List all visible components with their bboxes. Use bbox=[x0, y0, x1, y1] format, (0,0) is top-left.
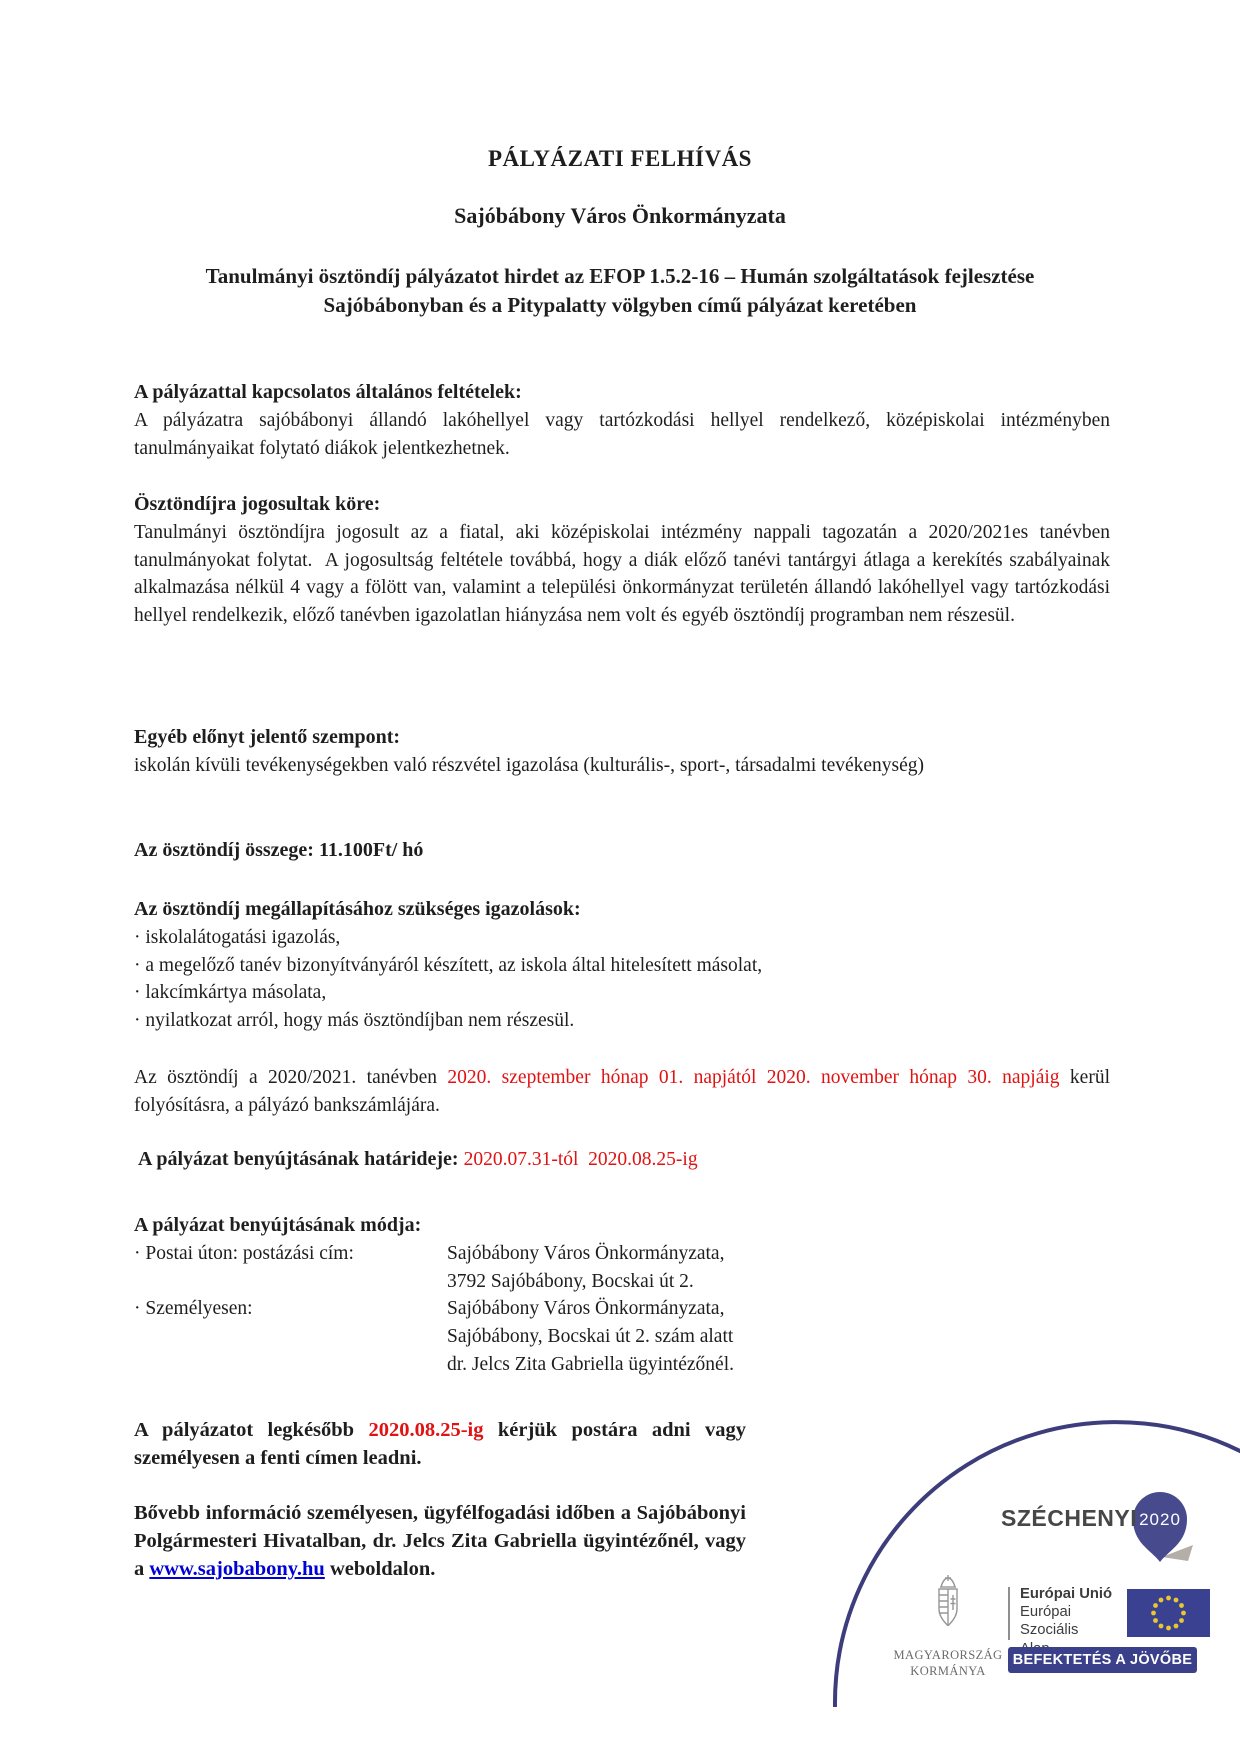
row-label bbox=[134, 1323, 447, 1351]
list-item: · a megelőző tanév bizonyítványáról készített, az iskola által hitelesített másolat, bbox=[134, 954, 763, 976]
row-label bbox=[134, 1268, 447, 1296]
row-value: Sajóbábony Város Önkormányzata, bbox=[447, 1243, 725, 1264]
section-general-body: A pályázatra sajóbábonyi állandó lakóhellyel vagy tartózkodási hellyel rendelkező, középiskolai intézményben tanulmányaikat folytató diákok jelentkezhetnek. bbox=[134, 410, 1110, 459]
row-value: Sajóbábony, Bocskai út 2. szám alatt bbox=[447, 1326, 734, 1348]
section-eligibility-header: Ösztöndíjra jogosultak köre: bbox=[134, 493, 381, 515]
table-row bbox=[134, 1268, 1110, 1296]
disbursement-text-start: Az ösztöndíj a 2020/2021. tanévben bbox=[134, 1067, 448, 1088]
list-item: · iskolalátogatási igazolás, bbox=[134, 927, 341, 948]
eu-label-line1: Európai Unió bbox=[1020, 1586, 1113, 1602]
page-title: PÁLYÁZATI FELHÍVÁS bbox=[488, 146, 752, 171]
section-eligibility-body: Tanulmányi ösztöndíjra jogosult az a fiatal, aki középiskolai intézmény nappali tagozatán a 2020/2021es tanévben tanulmányokat folytat. A jogosultság feltétele továbbá, hogy a diák előző tanévi tantárgyi átlaga a kerekítés szabályainak alkalmazása nélkül 4 vagy a fölött van, valamint a települési önkormányzat területén állandó lakóhellyel vagy tartózkodási hellyel rendelkezik, előző tanévben igazolatlan hiányzása nem volt és egyéb ösztöndíj programban nem részesül. bbox=[134, 522, 1110, 627]
closing-info-paragraph bbox=[134, 1500, 746, 1584]
row-label: · Személyesen: bbox=[134, 1298, 253, 1320]
hungary-coat-of-arms-icon bbox=[927, 1572, 969, 1646]
section-documents bbox=[134, 894, 1110, 1035]
eu-label-line2: Európai Szociális bbox=[1020, 1604, 1079, 1639]
section-general-header: A pályázattal kapcsolatos általános feltételek: bbox=[134, 381, 522, 403]
disbursement-period: 2020. szeptember hónap 01. napjától 2020. november hónap 30. napjáig bbox=[447, 1067, 1060, 1088]
deadline-label: A pályázat benyújtásának határideje: bbox=[138, 1148, 464, 1170]
row-label: · Postai úton: postázási cím: bbox=[134, 1243, 354, 1264]
table-row bbox=[134, 1240, 1110, 1268]
section-general bbox=[134, 377, 1110, 462]
row-value: dr. Jelcs Zita Gabriella ügyintézőnél. bbox=[447, 1353, 734, 1375]
row-value: Sajóbábony Város Önkormányzata, bbox=[447, 1298, 725, 1320]
row-label bbox=[134, 1351, 447, 1379]
szechenyi-2020-label: 2020 bbox=[1139, 1510, 1181, 1529]
table-row bbox=[134, 1351, 1110, 1379]
closing-post-deadline: 2020.08.25-ig bbox=[368, 1419, 484, 1441]
scholarship-amount: Az ösztöndíj összege: 11.100Ft/ hó bbox=[134, 839, 424, 861]
section-advantage bbox=[134, 722, 1110, 780]
deadline-value: 2020.07.31-tól 2020.08.25-ig bbox=[463, 1149, 698, 1170]
disbursement-text-end: kerül folyósításra, a pályázó bankszámlájára. bbox=[134, 1067, 1110, 1116]
closing-info-start: Bővebb információ személyesen, ügyfélfogadási időben a Sajóbábonyi Polgármesteri Hivatalban, dr. Jelcs Zita Gabriella ügyintézőnél, vagy a bbox=[134, 1502, 746, 1580]
disbursement-paragraph bbox=[134, 1064, 1110, 1119]
table-row bbox=[134, 1323, 1110, 1351]
szechenyi-arc-icon bbox=[800, 1400, 1240, 1754]
section-submission bbox=[134, 1210, 1110, 1379]
table-row bbox=[134, 1295, 1110, 1323]
list-item: · lakcímkártya másolata, bbox=[134, 982, 327, 1004]
section-eligibility bbox=[134, 489, 1110, 630]
list-item: · nyilatkozat arról, hogy más ösztöndíjban nem részesül. bbox=[134, 1010, 575, 1032]
government-label-line1: MAGYARORSZÁG bbox=[893, 1648, 1003, 1662]
closing-post-paragraph bbox=[134, 1416, 746, 1473]
intro-paragraph: Tanulmányi ösztöndíj pályázatot hirdet az EFOP 1.5.2-16 – Humán szolgáltatások fejlesztése Sajóbábonyban és a Pitypalatty völgyben című pályázat keretében bbox=[205, 264, 1035, 317]
government-label-line2: KORMÁNYA bbox=[910, 1664, 986, 1678]
closing-post-start: A pályázatot legkésőbb bbox=[134, 1419, 369, 1441]
section-submission-header: A pályázat benyújtásának módja: bbox=[134, 1214, 422, 1236]
eu-flag-icon bbox=[1127, 1589, 1210, 1637]
deadline-line bbox=[134, 1148, 1110, 1171]
row-value: 3792 Sajóbábony, Bocskai út 2. bbox=[447, 1270, 694, 1292]
website-link[interactable]: www.sajobabony.hu bbox=[149, 1557, 325, 1580]
closing-info-end: weboldalon. bbox=[324, 1557, 436, 1580]
submission-table bbox=[134, 1240, 1110, 1379]
section-advantage-body: iskolán kívüli tevékenységekben való részvétel igazolása (kulturális-, sport-, társadalmi tevékenység) bbox=[134, 755, 925, 776]
section-documents-header: Az ösztöndíj megállapításához szükséges igazolások: bbox=[134, 898, 581, 920]
eu-divider bbox=[1008, 1587, 1010, 1640]
szechenyi-logo-text: SZÉCHENYI bbox=[1001, 1505, 1138, 1531]
section-advantage-header: Egyéb előnyt jelentő szempont: bbox=[134, 726, 401, 748]
investment-banner: BEFEKTETÉS A JÖVŐBE bbox=[1008, 1647, 1197, 1673]
closing-post-end: kérjük postára adni vagy személyesen a fenti címen leadni. bbox=[134, 1419, 746, 1470]
organization-title: Sajóbábony Város Önkormányzata bbox=[454, 203, 786, 228]
document-list bbox=[134, 924, 1110, 1035]
